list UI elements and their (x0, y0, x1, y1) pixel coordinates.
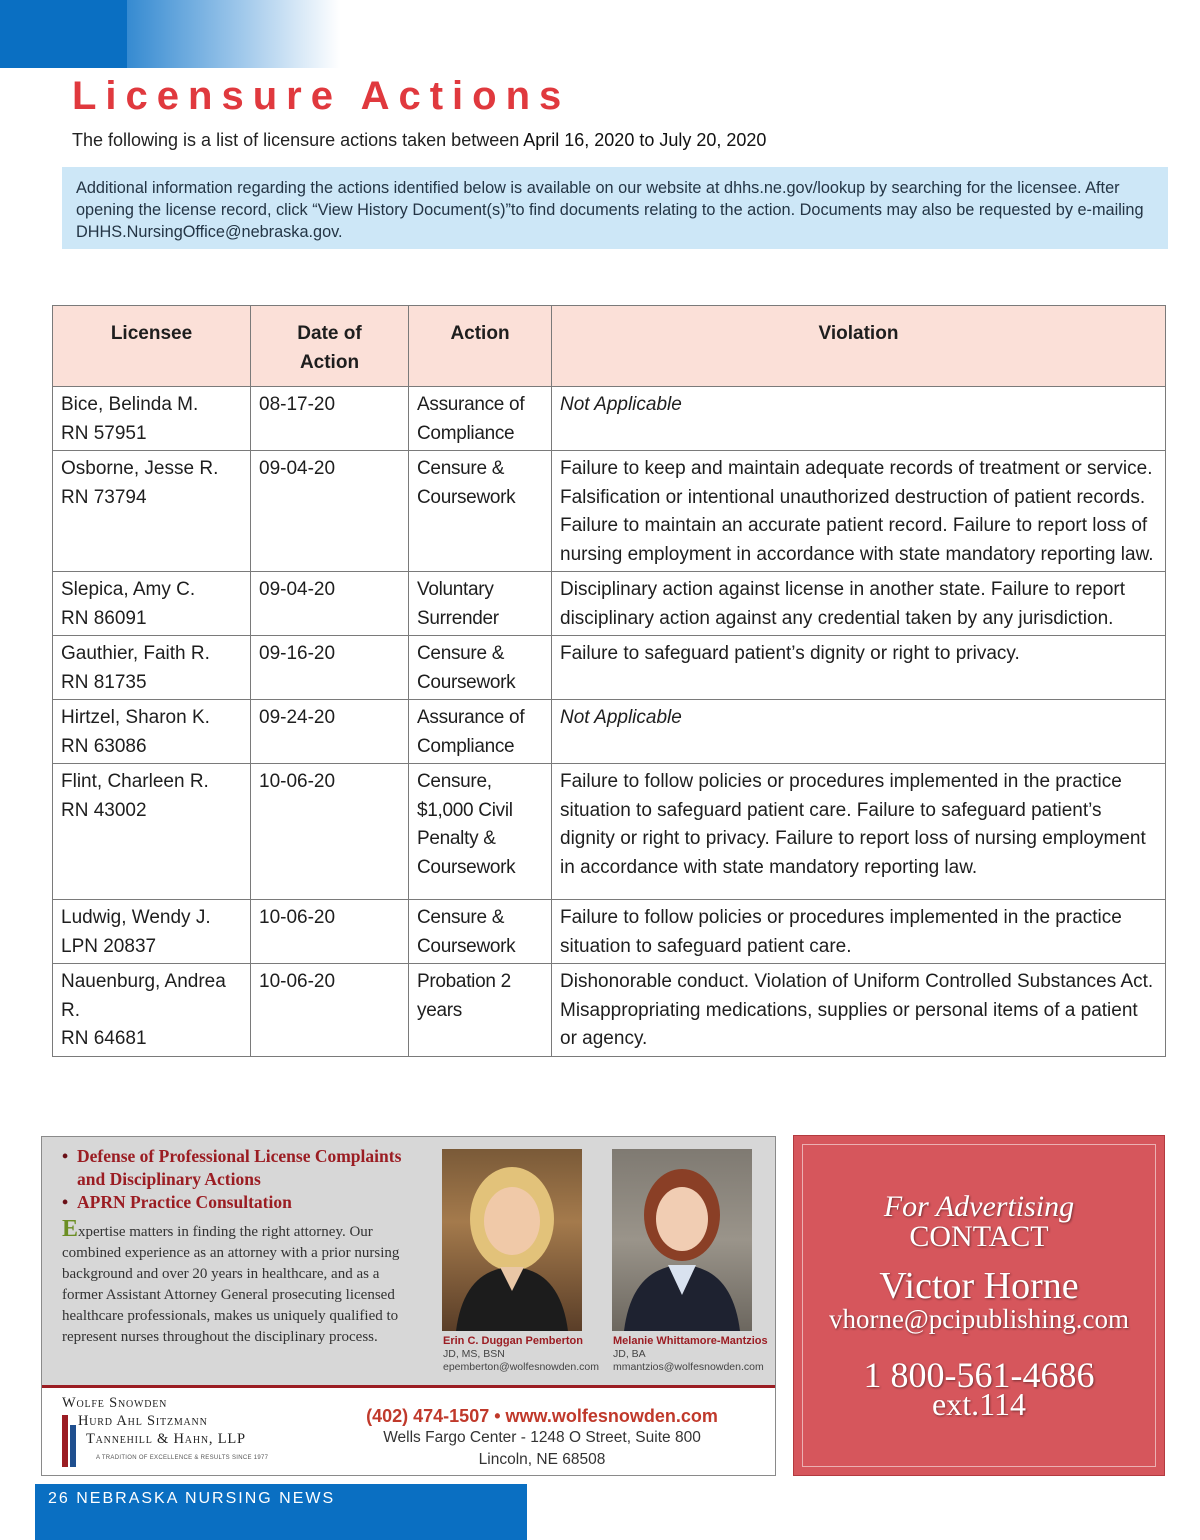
violation-cell (552, 900, 1166, 964)
ad-dropcap: E (62, 1216, 79, 1242)
table-row (53, 900, 1166, 964)
date-cell (251, 964, 409, 1057)
header-licensee: Licensee (53, 306, 251, 387)
licensee-name: Bice, Belinda M. (61, 394, 199, 415)
table-row (53, 451, 1166, 572)
ad-subheading: CONTACT (909, 1220, 1049, 1253)
attorney-photo-2 (612, 1149, 752, 1331)
date-cell (251, 636, 409, 700)
violation-text: Failure to safeguard patient’s dignity or right to privacy. (560, 643, 1020, 664)
action-date: 10-06-20 (259, 771, 336, 792)
license-number: RN 73794 (61, 486, 147, 508)
table-row (53, 387, 1166, 451)
ad-heading: For Advertising (883, 1190, 1075, 1223)
violation-text: Failure to follow policies or procedures implemented in the practice situation to safeguard patient care. (560, 907, 1122, 957)
violation-text: Dishonorable conduct. Violation of Uniform Controlled Substances Act. Misappropriating medications, supplies or personal items of a patient or agency. (560, 971, 1154, 1049)
date-cell (251, 451, 409, 572)
attorney-name: Erin C. Duggan Pemberton (443, 1335, 583, 1347)
ad-body-copy: xpertise matters in finding the right attorney. Our combined experience as an attorney with a prior nursing background and over 20 years in healthcare, and as a former Assistant Attorney General prosecuting licensed healthcare professionals, makes us uniquely qualified to represent nurses throughout the disciplinary process. (62, 1224, 400, 1345)
action-cell (409, 636, 552, 700)
firm-address-line: Lincoln, NE 68508 (478, 1451, 606, 1468)
table-row (53, 764, 1166, 900)
action-cell (409, 700, 552, 764)
license-number: RN 43002 (61, 799, 147, 821)
table-row (53, 700, 1166, 764)
table-header-row (53, 306, 1166, 387)
violation-cell (552, 764, 1166, 900)
action-cell (409, 964, 552, 1057)
licensee-name: Gauthier, Faith R. (61, 643, 210, 664)
violation-cell (552, 572, 1166, 636)
attorney-email[interactable]: mmantzios@wolfesnowden.com (613, 1361, 764, 1373)
attorney-caption-1 (443, 1335, 608, 1374)
ad-contact-email[interactable]: vhorne@pcipublishing.com (828, 1304, 1130, 1334)
info-box: Additional information regarding the actions identified below is available on our website at dhhs.ne.gov/lookup by searching for the licensee. After opening the license record, click “View History Document(s)”to find documents relating to the action. Documents may also be requested by e-mailing DHHS.NursingOffice@nebraska.gov. (62, 167, 1168, 249)
header-violation: Violation (552, 306, 1166, 387)
ad-contact-name: Victor Horne (879, 1265, 1079, 1307)
ad-bullet-item: • APRN Practice Consultation (62, 1191, 417, 1214)
action-type: Censure & Coursework (417, 458, 516, 508)
header-action: Action (409, 306, 552, 387)
violation-text: Not Applicable (560, 707, 682, 728)
violation-cell (552, 636, 1166, 700)
action-type: Assurance of Compliance (417, 394, 525, 444)
ad-contact-ext: ext.114 (932, 1386, 1026, 1422)
logo-bar-blue (70, 1425, 76, 1467)
licensee-name: Nauenburg, Andrea R. (61, 971, 226, 1021)
person-portrait-icon (612, 1149, 752, 1331)
law-firm-logo (62, 1395, 292, 1467)
action-date: 10-06-20 (259, 971, 336, 992)
license-number: RN 63086 (61, 735, 147, 757)
action-type: Censure & Coursework (417, 907, 516, 957)
page-subtitle (72, 130, 766, 151)
action-cell (409, 900, 552, 964)
violation-cell (552, 700, 1166, 764)
action-date: 09-16-20 (259, 643, 336, 664)
firm-phone-website[interactable]: (402) 474-1507 • www.wolfesnowden.com (366, 1406, 718, 1426)
page-title: Licensure Actions (72, 74, 571, 118)
licensee-name: Slepica, Amy C. (61, 579, 196, 600)
licensee-cell (53, 764, 251, 900)
footer-text: 26 NEBRASKA NURSING NEWS (48, 1490, 336, 1507)
footer-bar (35, 1484, 527, 1540)
ad-bullet-item: • Defense of Professional License Complaints and Disciplinary Actions (62, 1145, 417, 1191)
violation-text: Not Applicable (560, 394, 682, 415)
licensee-name: Osborne, Jesse R. (61, 458, 219, 479)
licensee-cell (53, 572, 251, 636)
action-cell (409, 572, 552, 636)
ad-contact-phone[interactable]: 1 800-561-4686 (863, 1355, 1095, 1395)
action-cell (409, 764, 552, 900)
violation-text: Failure to keep and maintain adequate records of treatment or service. Falsification or intentional unauthorized destruction of patient records. Failure to maintain an accurate patient record. Failure to report loss of nursing employment in accordance with state mandatory reporting law. (560, 458, 1154, 565)
ad-body-text (62, 1216, 422, 1348)
ad-divider (42, 1385, 775, 1388)
firm-name-line: Tannehill & Hahn, LLP (86, 1431, 246, 1447)
licensee-name: Flint, Charleen R. (61, 771, 209, 792)
attorney-credentials: JD, MS, BSN (443, 1348, 505, 1360)
licensee-cell (53, 636, 251, 700)
action-type: Assurance of Compliance (417, 707, 525, 757)
date-cell (251, 387, 409, 451)
action-date: 08-17-20 (259, 394, 336, 415)
licensee-cell (53, 964, 251, 1057)
license-number: RN 81735 (61, 671, 147, 693)
firm-tagline: A TRADITION OF EXCELLENCE & RESULTS SINCE 1977 (96, 1455, 269, 1461)
attorney-credentials: JD, BA (613, 1348, 646, 1360)
table-row (53, 964, 1166, 1057)
action-cell (409, 451, 552, 572)
action-date: 09-04-20 (259, 458, 336, 479)
licensee-cell (53, 700, 251, 764)
firm-name-line: Hurd Ahl Sitzmann (78, 1413, 208, 1429)
header-blue-block (0, 0, 127, 68)
attorney-name: Melanie Whittamore-Mantzios (613, 1335, 768, 1347)
action-date: 09-24-20 (259, 707, 336, 728)
header-date (251, 306, 409, 387)
person-portrait-icon (442, 1149, 582, 1331)
violation-text: Failure to follow policies or procedures implemented in the practice situation to safeguard patient care. Failure to safeguard patient’s dignity or right to privacy. Failure to report loss of nursing employment in accordance with state mandatory reporting law. (560, 771, 1146, 878)
date-cell (251, 900, 409, 964)
attorney-caption-2 (613, 1335, 778, 1374)
date-cell (251, 572, 409, 636)
law-firm-contact (332, 1405, 752, 1471)
action-type: Voluntary Surrender (417, 579, 499, 629)
firm-name-line: Wolfe Snowden (62, 1395, 168, 1411)
violation-cell (552, 387, 1166, 451)
law-firm-ad (41, 1136, 776, 1476)
action-date: 09-04-20 (259, 579, 336, 600)
license-number: RN 64681 (61, 1028, 147, 1049)
subtitle-prefix: The following is a list of licensure actions taken between (72, 130, 524, 150)
table-body (53, 387, 1166, 1057)
table-row (53, 572, 1166, 636)
license-number: RN 86091 (61, 607, 147, 629)
action-date: 10-06-20 (259, 907, 336, 928)
licensee-cell (53, 387, 251, 451)
license-number: LPN 20837 (61, 935, 157, 957)
violation-cell (552, 964, 1166, 1057)
violation-cell (552, 451, 1166, 572)
date-cell (251, 764, 409, 900)
licensee-cell (53, 900, 251, 964)
license-number: RN 57951 (61, 422, 147, 444)
firm-address-line: Wells Fargo Center - 1248 O Street, Suite 800 (383, 1429, 701, 1446)
table-row (53, 636, 1166, 700)
ad-bullet-list (62, 1145, 417, 1214)
date-cell (251, 700, 409, 764)
subtitle-dates: April 16, 2020 to July 20, 2020 (523, 130, 767, 150)
licensure-actions-table (52, 305, 1166, 1057)
licensee-name: Hirtzel, Sharon K. (61, 707, 210, 728)
logo-bar-red (62, 1415, 68, 1467)
action-cell (409, 387, 552, 451)
violation-text: Disciplinary action against license in another state. Failure to report disciplinary action against any credential taken by any jurisdiction. (560, 579, 1126, 629)
action-type: Probation 2 years (417, 971, 511, 1021)
action-type: Censure, $1,000 Civil Penalty & Coursework (417, 771, 516, 878)
attorney-photo-1 (442, 1149, 582, 1331)
header-date-label: Date of Action (297, 323, 362, 373)
licensee-name: Ludwig, Wendy J. (61, 907, 211, 928)
advertising-contact-ad (793, 1135, 1165, 1476)
action-type: Censure & Coursework (417, 643, 516, 693)
attorney-email[interactable]: epemberton@wolfesnowden.com (443, 1361, 599, 1373)
licensee-cell (53, 451, 251, 572)
